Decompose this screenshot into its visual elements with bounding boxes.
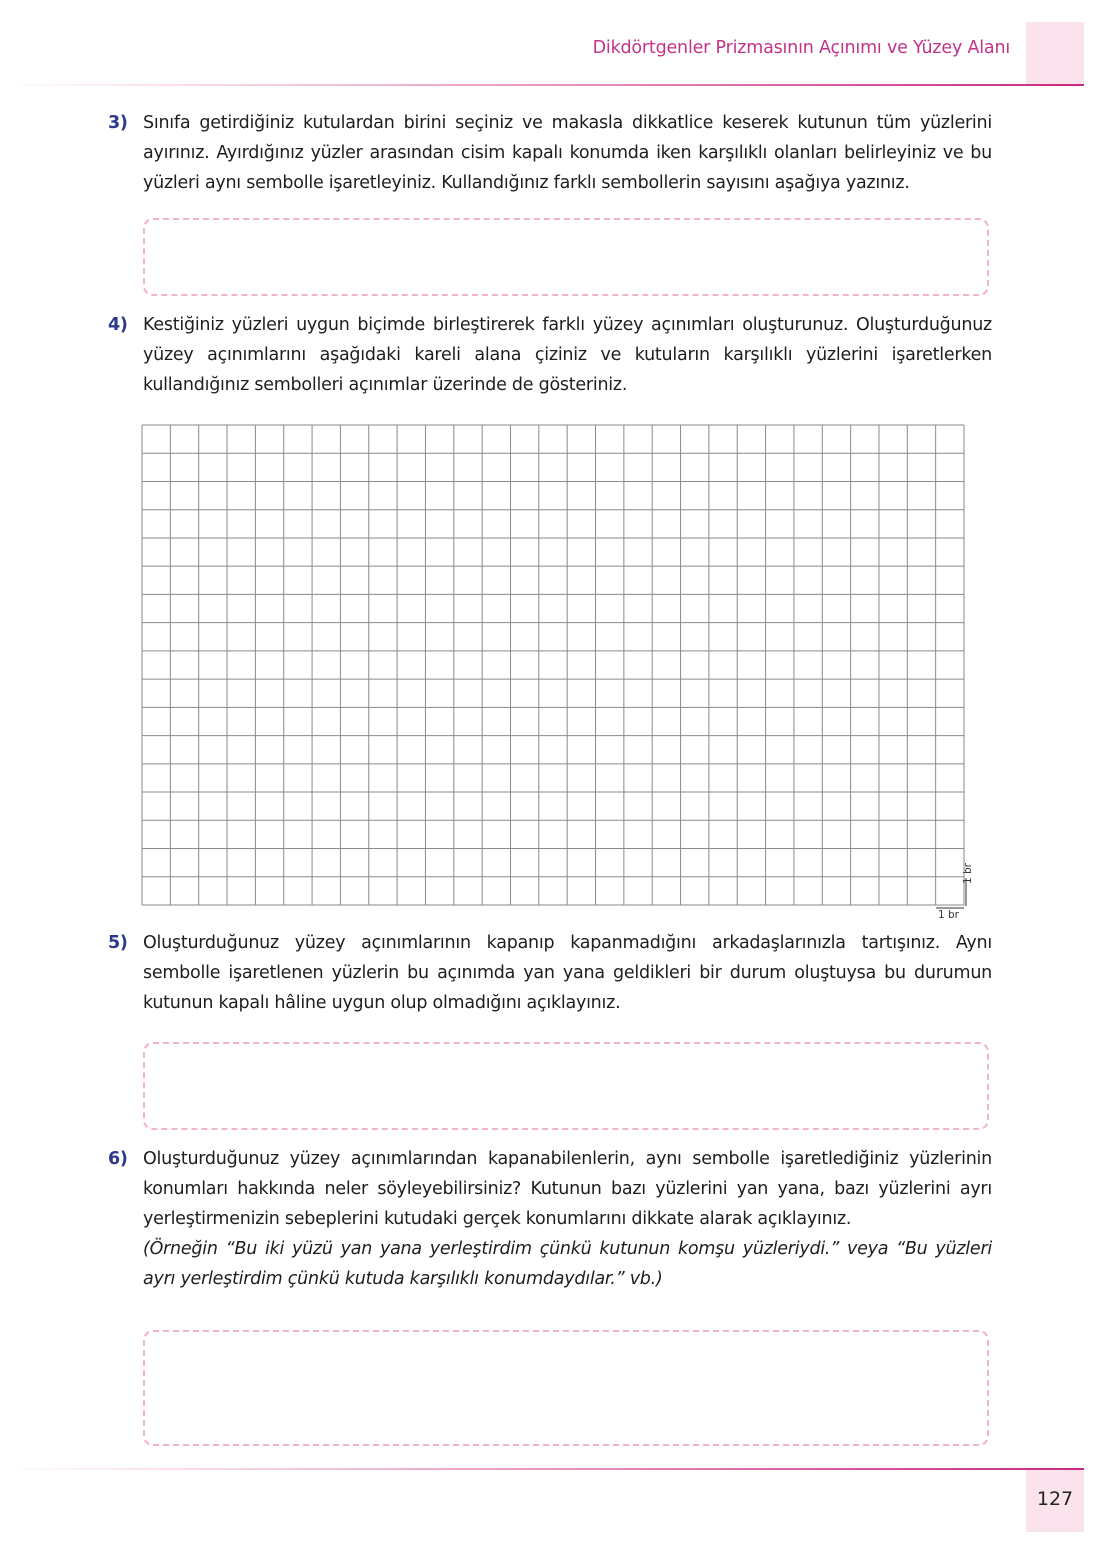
- header-divider: [0, 84, 1084, 86]
- header-corner-tab: [1026, 22, 1084, 84]
- question-text: Oluşturduğunuz yüzey açınımlarından kapanabilenlerin, aynı sembolle işaretlediğiniz yüzlerinin konumları hakkında neler söyleyebilirsiniz? Kutunun bazı yüzlerini yan yana, bazı yüzlerini ayrı yerleştirmenizin sebeplerini kutudaki gerçek konumlarını dikkate alarak açıklayınız.: [143, 1149, 992, 1229]
- question-hint: (Örneğin “Bu iki yüzü yan yana yerleştirdim çünkü kutunun komşu yüzleriydi.” veya “Bu yüzleri ayrı yerleştirdim çünkü kutuda karşılıklı konumdaydılar.” vb.): [143, 1239, 992, 1289]
- footer-divider: [0, 1468, 1084, 1470]
- question-number: 4): [108, 315, 128, 335]
- question-number: 3): [108, 113, 128, 133]
- answer-box-5[interactable]: [143, 1042, 989, 1130]
- unit-label-y: 1 br: [962, 863, 974, 884]
- header-title: Dikdörtgenler Prizmasının Açınımı ve Yüzey Alanı: [592, 38, 1010, 58]
- question-6: [108, 1144, 992, 1294]
- question-text: Sınıfa getirdiğiniz kutulardan birini seçiniz ve makasla dikkatlice keserek kutunun tüm yüzlerini ayırınız. Ayırdığınız yüzler arasından cisim kapalı konumda iken karşılıklı olanları belirleyiniz ve bu yüzleri aynı sembolle işaretleyiniz. Kullandığınız farklı sembollerin sayısını aşağıya yazınız.: [143, 113, 992, 193]
- answer-box-6[interactable]: [143, 1330, 989, 1446]
- question-5: [108, 928, 992, 1018]
- page-number: 127: [1036, 1488, 1074, 1510]
- unit-label-x: 1 br: [938, 909, 959, 921]
- answer-box-3[interactable]: [143, 218, 989, 296]
- question-number: 5): [108, 933, 128, 953]
- question-4: [108, 310, 992, 400]
- drawing-grid[interactable]: [141, 424, 965, 906]
- question-text: Kestiğiniz yüzleri uygun biçimde birleştirerek farklı yüzey açınımları oluşturunuz. Oluşturduğunuz yüzey açınımlarını aşağıdaki kareli alana çiziniz ve kutuların karşılıklı yüzlerini işaretlerken kullandığınız sembolleri açınımlar üzerinde de gösteriniz.: [143, 315, 992, 395]
- question-number: 6): [108, 1149, 128, 1169]
- question-text: Oluşturduğunuz yüzey açınımlarının kapanıp kapanmadığını arkadaşlarınızla tartışınız. Aynı sembolle işaretlenen yüzlerin bu açınımda yan yana geldikleri bir durum oluştuysa bu durumun kutunun kapalı hâline uygun olup olmadığını açıklayınız.: [143, 933, 992, 1013]
- question-3: [108, 108, 992, 198]
